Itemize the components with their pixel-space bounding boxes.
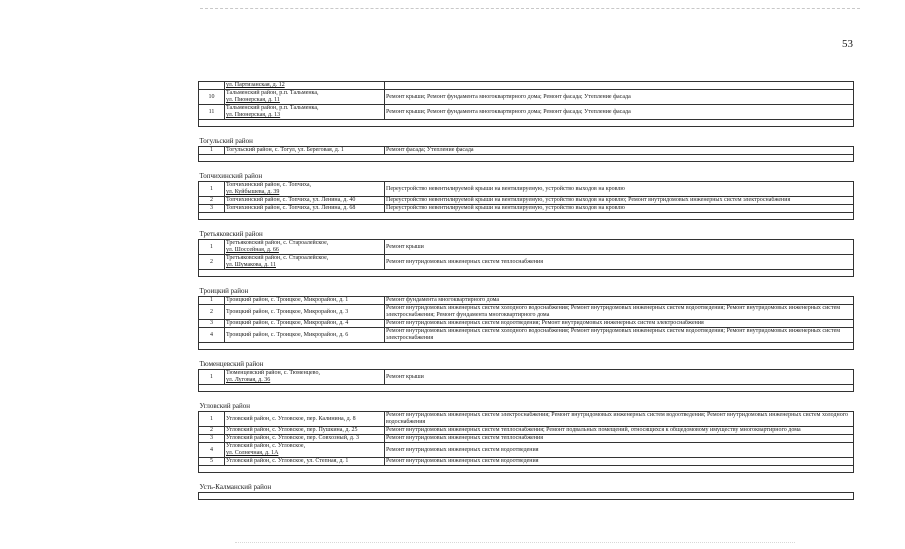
address-cell <box>225 427 385 435</box>
table-row <box>199 255 854 270</box>
work-types-cell: Переустройство невентилируемой крыши на вентилируемую, устройство выходов на кровлю; Ремонт внутридомовых инженерных систем электроснабжения <box>385 197 854 205</box>
region-header-row <box>199 162 854 182</box>
work-types-cell: Ремонт крыши <box>385 370 854 385</box>
address-line: Тогульский район, с. Тогул, ул. Береговая, д. 1 <box>226 147 344 153</box>
table-row <box>199 105 854 120</box>
spacer-row <box>199 493 854 500</box>
region-header-row <box>199 220 854 240</box>
region-name: Тюменцевский район <box>199 350 854 370</box>
scan-bottom-edge <box>235 542 795 543</box>
address-line: Тальменский район, р.п. Тальменка, <box>226 90 319 96</box>
work-types-cell: Ремонт внутридомовых инженерных систем теплоснабжения <box>385 435 854 443</box>
region-header-row <box>199 473 854 493</box>
spacer-row <box>199 213 854 220</box>
table-row <box>199 182 854 197</box>
address-line: Угловский район, с. Угловское, ул. Степная, д. 1 <box>226 458 349 464</box>
table-row <box>199 320 854 328</box>
address-cell <box>225 197 385 205</box>
page-number: 53 <box>842 38 853 50</box>
address-cell <box>225 370 385 385</box>
row-number: 4 <box>199 443 225 458</box>
work-types-cell: Ремонт фасада; Утепление фасада <box>385 147 854 155</box>
row-number: 4 <box>199 328 225 343</box>
address-cell <box>225 412 385 427</box>
row-number: 1 <box>199 412 225 427</box>
address-line: ул. Шумакова, д. 11 <box>226 262 276 268</box>
work-types-cell: Ремонт фундамента многоквартирного дома <box>385 297 854 305</box>
spacer-cell <box>199 120 854 127</box>
table-row <box>199 90 854 105</box>
work-types-cell: Ремонт внутридомовых инженерных систем водоотведения <box>385 443 854 458</box>
work-types-cell <box>385 82 854 90</box>
row-number <box>199 82 225 90</box>
address-line: Угловский район, с. Угловское, пер. Калинина, д. 8 <box>226 415 356 422</box>
spacer-row <box>199 120 854 127</box>
table-row <box>199 240 854 255</box>
address-line: Троицкий район, с. Троицкое, Микрорайон, д. 1 <box>226 297 349 303</box>
table-row <box>199 297 854 305</box>
address-line: ул. Партизанская, д. 12 <box>226 82 285 88</box>
row-number: 5 <box>199 458 225 466</box>
region-header-row <box>199 277 854 297</box>
scan-top-edge <box>200 8 860 9</box>
address-cell <box>225 90 385 105</box>
address-cell <box>225 255 385 270</box>
address-cell <box>225 147 385 155</box>
row-number: 3 <box>199 435 225 443</box>
address-cell <box>225 305 385 320</box>
work-types-cell: Ремонт крыши; Ремонт фундамента многоквартирного дома; Ремонт фасада; Утепление фасада <box>385 90 854 105</box>
address-line: Угловский район, с. Угловское, <box>226 443 306 449</box>
address-line: Угловский район, с. Угловское, пер. Совхозный, д. 3 <box>226 435 359 441</box>
address-line: Троицкий район, с. Троицкое, Микрорайон, д. 6 <box>226 331 349 338</box>
row-number: 1 <box>199 147 225 155</box>
address-line: ул. Куйбышева, д. 39 <box>226 189 280 195</box>
table-row <box>199 458 854 466</box>
work-types-cell: Ремонт внутридомовых инженерных систем холодного водоснабжения; Ремонт внутридомовых инженерных систем водоотведения; Ремонт внутридомовых инженерных систем электроснабжения; Ремонт фундамента многоквартирного дома <box>385 305 854 320</box>
spacer-cell <box>199 343 854 350</box>
row-number: 1 <box>199 370 225 385</box>
address-line: Топчихинский район, с. Топчиха, ул. Ленина, д. 68 <box>226 205 356 211</box>
address-cell <box>225 328 385 343</box>
table-row <box>199 370 854 385</box>
table-row <box>199 197 854 205</box>
table-row <box>199 412 854 427</box>
address-cell <box>225 82 385 90</box>
spacer-cell <box>199 385 854 392</box>
address-cell <box>225 205 385 213</box>
table-row <box>199 435 854 443</box>
work-types-cell: Ремонт внутридомовых инженерных систем теплоснабжения <box>385 255 854 270</box>
region-header-row <box>199 392 854 412</box>
region-name: Третьяковский район <box>199 220 854 240</box>
row-number: 1 <box>199 297 225 305</box>
address-cell <box>225 297 385 305</box>
address-line: Топчихинский район, с. Топчиха, <box>226 182 312 188</box>
work-types-cell: Ремонт крыши; Ремонт фундамента многоквартирного дома; Ремонт фасада; Утепление фасада <box>385 105 854 120</box>
work-types-cell: Ремонт внутридомовых инженерных систем холодного водоснабжения; Ремонт внутридомовых инженерных систем водоотведения; Ремонт внутридомовых инженерных систем электроснабжения <box>385 328 854 343</box>
address-line: ул. Луговая, д. 36 <box>226 377 271 383</box>
address-cell <box>225 182 385 197</box>
row-number: 10 <box>199 90 225 105</box>
region-name: Угловский район <box>199 392 854 412</box>
address-cell <box>225 435 385 443</box>
spacer-cell <box>199 466 854 473</box>
spacer-cell <box>199 270 854 277</box>
table-row <box>199 205 854 213</box>
address-cell <box>225 443 385 458</box>
work-types-cell: Ремонт внутридомовых инженерных систем водоотведения <box>385 458 854 466</box>
spacer-row <box>199 155 854 162</box>
spacer-row <box>199 343 854 350</box>
address-line: Троицкий район, с. Троицкое, Микрорайон, д. 4 <box>226 320 349 326</box>
row-number: 3 <box>199 320 225 328</box>
spacer-row <box>199 385 854 392</box>
address-cell <box>225 240 385 255</box>
address-line: Топчихинский район, с. Топчиха, ул. Ленина, д. 40 <box>226 197 356 203</box>
address-line: ул. Пионерская, д. 11 <box>226 97 280 103</box>
region-header-row <box>199 350 854 370</box>
work-types-cell: Переустройство невентилируемой крыши на вентилируемую, устройство выходов на кровлю <box>385 182 854 197</box>
spacer-row <box>199 466 854 473</box>
address-line: ул. Пионерская, д. 13 <box>226 112 281 118</box>
table-row <box>199 147 854 155</box>
spacer-cell <box>199 155 854 162</box>
address-line: ул. Шоссейная, д. 66 <box>226 247 279 253</box>
spacer-row <box>199 270 854 277</box>
row-number: 1 <box>199 182 225 197</box>
table-row <box>199 427 854 435</box>
region-name: Троицкий район <box>199 277 854 297</box>
work-types-cell: Переустройство невентилируемой крыши на вентилируемую, устройство выходов на кровлю <box>385 205 854 213</box>
table-row <box>199 82 854 90</box>
address-line: Тальменский район, р.п. Тальменка, <box>226 105 319 111</box>
row-number: 11 <box>199 105 225 120</box>
address-line: ул. Солнечная, д. 1А <box>226 450 279 456</box>
address-line: Троицкий район, с. Троицкое, Микрорайон, д. 3 <box>226 308 349 315</box>
address-line: Тюменцевский район, с. Тюменцево, <box>226 370 320 376</box>
address-line: Третьяковский район, с. Староалейское, <box>226 255 329 261</box>
work-types-cell: Ремонт внутридомовых инженерных систем водоотведения; Ремонт внутридомовых инженерных систем электроснабжения <box>385 320 854 328</box>
address-cell <box>225 320 385 328</box>
address-line: Угловский район, с. Угловское, пер. Пушкина, д. 25 <box>226 427 358 433</box>
repair-program-table <box>198 81 854 500</box>
address-line: Третьяковский район, с. Староалейское, <box>226 240 329 246</box>
table-row <box>199 328 854 343</box>
table-row <box>199 443 854 458</box>
row-number: 2 <box>199 305 225 320</box>
work-types-cell: Ремонт крыши <box>385 240 854 255</box>
row-number: 3 <box>199 205 225 213</box>
spacer-cell <box>199 213 854 220</box>
region-name: Тогульский район <box>199 127 854 147</box>
region-name: Усть-Калманский район <box>199 473 854 493</box>
region-name: Топчихинский район <box>199 162 854 182</box>
row-number: 2 <box>199 427 225 435</box>
region-header-row <box>199 127 854 147</box>
work-types-cell: Ремонт внутридомовых инженерных систем теплоснабжения; Ремонт подвальных помещений, относящихся к общедомовому имуществу многоквартирного дома <box>385 427 854 435</box>
spacer-cell <box>199 493 854 500</box>
row-number: 2 <box>199 255 225 270</box>
work-types-cell: Ремонт внутридомовых инженерных систем электроснабжения; Ремонт внутридомовых инженерных систем водоотведения; Ремонт внутридомовых инженерных систем холодного водоснабжения <box>385 412 854 427</box>
table-row <box>199 305 854 320</box>
address-cell <box>225 105 385 120</box>
row-number: 2 <box>199 197 225 205</box>
address-cell <box>225 458 385 466</box>
table-body <box>199 82 854 500</box>
row-number: 1 <box>199 240 225 255</box>
